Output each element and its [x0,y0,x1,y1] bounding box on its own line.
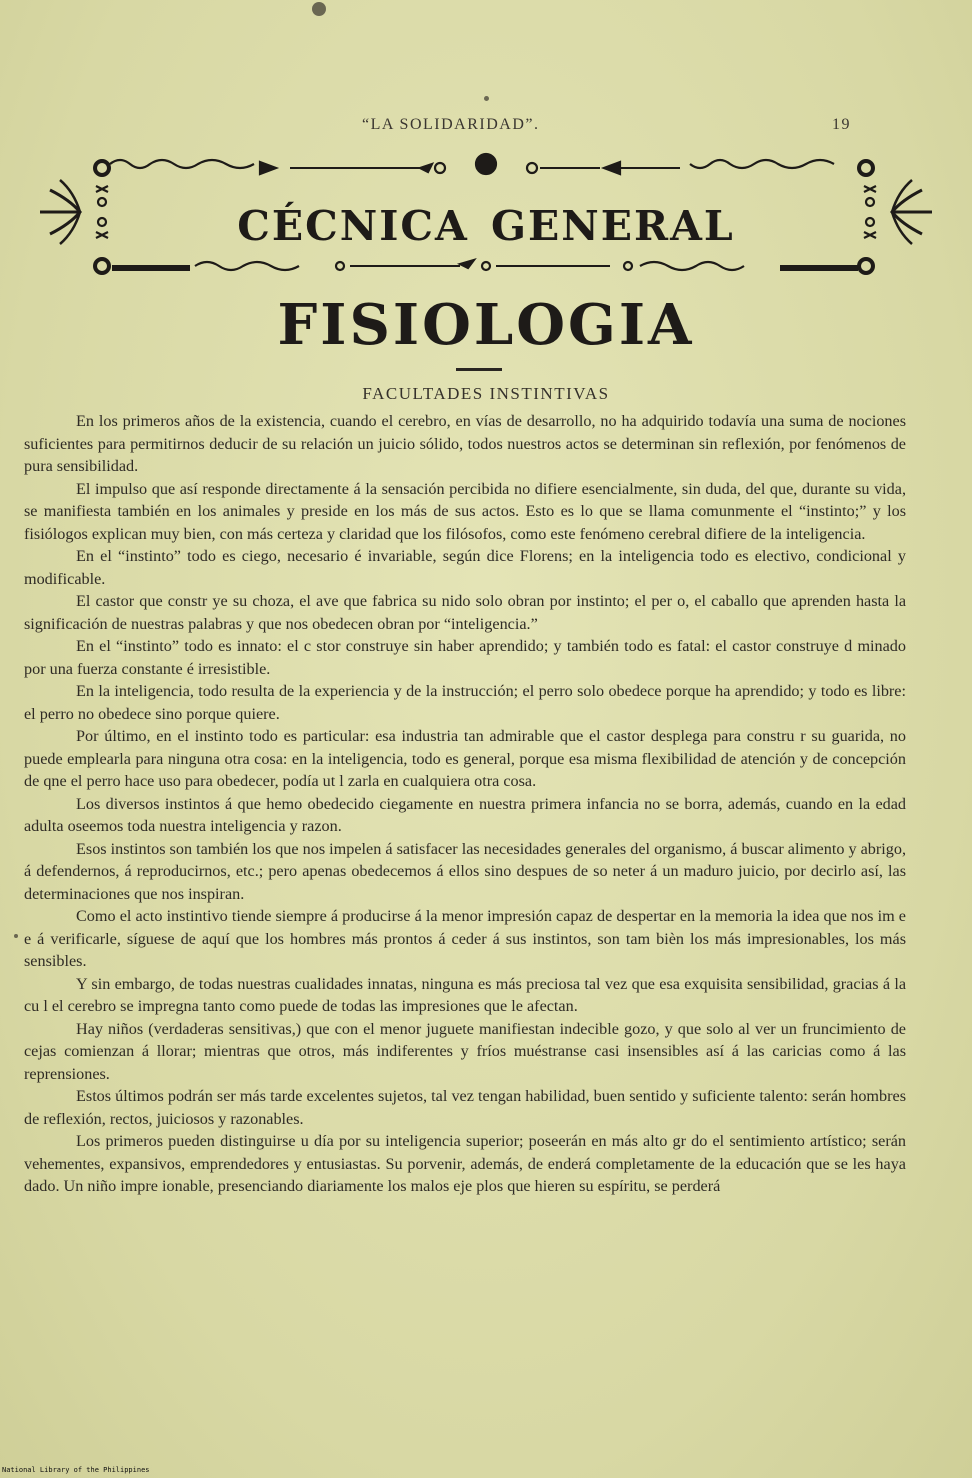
title-underline [456,368,502,371]
paragraph: Los primeros pueden distinguirse u día por su inteligencia superior; poseerán en más alto gr do el sentimiento artístico; serán vehementes, expansivos, emprendedores y entusiastas. Su porvenir, además, de enderá completamente de la educación que se les haya dado. Un niño impre ionable, presenciando diariamente los malos eje plos que hieren su espíritu, se perderá [24,1132,906,1195]
paragraph: El castor que constr ye su choza, el ave que fabrica su nido solo obran por instinto; el per o, el caballo que aprenden hasta la significación de nuestras palabras y que nos obedecen obran por “inteligencia.” [24,592,906,633]
library-credit: National Library of the Philippines [2,1466,150,1474]
ink-speck [484,96,489,101]
section-banner [40,150,932,280]
article-body [24,410,906,1198]
ink-speck [14,934,18,938]
paragraph: Como el acto instintivo tiende siempre á producirse á la menor impresión capaz de despertar en la memoria la idea que nos im e e á verificarle, síguese de aquí que los hombres más prontos á ceder á sus instintos, son tam bièn los más impresionables, los más sensibles. [24,907,906,970]
paragraph: En la inteligencia, todo resulta de la experiencia y de la instrucción; el perro solo obedece porque ha aprendido; y todo es libre: el perro no obedece sino porque quiere. [24,682,906,723]
ink-speck [312,2,326,16]
paragraph: Esos instintos son también los que nos impelen á satisfacer las necesidades generales del organismo, á buscar alimento y abrigo, á defendernos, á reproducirnos, etc.; pero apenas obedecemos á ellos sino despues de so neter á un maduro juicio, por decirlo así, las determinaciones que nos inspiran. [24,839,906,903]
running-header [0,116,972,138]
paragraph: El impulso que así responde directamente á la sensación percibida no difiere esencialmente, sin duda, del que, durante su vida, se manifiesta también en los animales y preside en los más de sus actos. Esto es lo que se llama comunmente el “instinto;” y los fisiólogos explican muy bien, con más certeza y claridad que los filósofos, como este fenómeno cerebral difiere de la inteligencia. [24,479,906,543]
paragraph: Y sin embargo, de todas nuestras cualidades innatas, ninguna es más preciosa tal vez que esa exquisita sensibilidad, gracias á la cu l el cerebro se impregna tanto como puede de todas las impresiones que le afectan. [24,974,906,1015]
paragraph: En los primeros años de la existencia, cuando el cerebro, en vías de desarrollo, no ha adquirido todavía una suma de nociones suficientes para permitirnos deducir de su relación un juicio sólido, todos nuestros actos se determinan sin reflexión, por fenómenos de pura sensibilidad. [24,412,906,475]
paragraph: Los diversos instintos á que hemo obedecido ciegamente en nuestra primera infancia no se borra, además, cuando en la edad adulta oseemos toda nuestra inteligencia y razon. [24,794,906,835]
page-number: 19 [832,116,851,133]
article-subheading: FACULTADES INSTINTIVAS [362,384,610,403]
banner-title: cécnica general [237,186,735,254]
article-title: FISIOLOGIA [277,292,695,358]
paragraph: Por último, en el instinto todo es particular: esa industria tan admirable que el castor desplega para constru r su guarida, no puede emplearla para ninguna otra cosa: en la inteligencia, todo es general, porque esa misma flexibilidad de atención y de concepción de qne el perro hace uso para obedecer, podía ut l zarla en cualquiera otra cosa. [24,727,906,790]
paragraph: En el “instinto” todo es ciego, necesario é invariable, según dice Florens; en la inteligencia todo es electivo, condicional y modificable. [24,547,906,588]
paragraph: Estos últimos podrán ser más tarde excelentes sujetos, tal vez tengan habilidad, buen sentido y suficiente talento: serán hombres de reflexión, rectos, juiciosos y razonables. [24,1087,906,1128]
running-title: “LA SOLIDARIDAD”. [362,116,540,133]
paragraph: Hay niños (verdaderas sensitivas,) que con el menor juguete manifiestan indecible gozo, y que solo al ver un fruncimiento de cejas comienzan á llorar; mientras que otros, más indiferentes y fríos muéstranse casi insensibles así á las caricias como á las reprensiones. [24,1019,906,1083]
paragraph: En el “instinto” todo es innato: el c stor construye sin haber aprendido; y también todo es fatal: el castor construye d minado por una fuerza constante é irresistible. [24,637,906,678]
